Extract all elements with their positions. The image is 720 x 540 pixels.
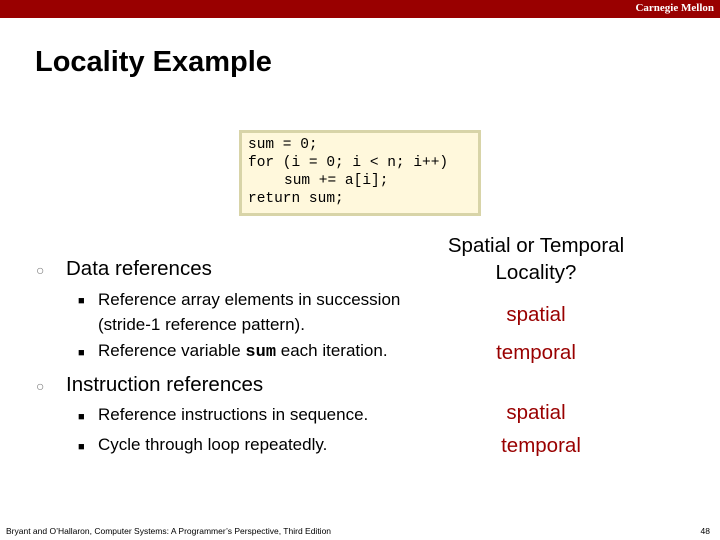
data-ref-sub1-line1: Reference array elements in succession [98,290,401,309]
square-bullet-icon: ■ [78,441,85,453]
circle-bullet-icon: ○ [36,262,45,278]
page-number: 48 [700,526,710,536]
code-box [239,130,481,216]
slide-title: Locality Example [35,46,272,78]
answer-temporal-1: temporal [496,341,576,364]
code-line-4: return sum; [248,191,344,207]
answer-spatial-2: spatial [506,401,566,424]
answer-temporal-2: temporal [501,434,581,457]
locality-question-heading [420,232,652,286]
instr-ref-sub1: Reference instructions in sequence. [98,405,369,424]
code-line-1: sum = 0; [248,137,318,153]
instruction-references-label: Instruction references [66,373,264,396]
circle-bullet-icon: ○ [36,378,45,394]
header-bar [0,0,720,18]
data-ref-sub2-post: each iteration. [276,341,388,360]
answer-spatial-1: spatial [506,303,566,326]
instr-ref-sub2: Cycle through loop repeatedly. [98,435,328,454]
heading-line-1: Spatial or Temporal [447,234,625,257]
square-bullet-icon: ■ [78,411,85,423]
data-ref-sub2 [98,341,388,362]
code-line-3: sum += a[i]; [284,173,389,189]
heading-line-2: Locality? [495,261,577,284]
code-line-2: for (i = 0; i < n; i++) [248,155,449,171]
square-bullet-icon: ■ [78,295,85,307]
data-references-label: Data references [66,257,212,280]
variable-sum-code: sum [245,343,277,362]
data-ref-sub2-pre: Reference variable [98,341,246,360]
data-ref-sub1-line2: (stride-1 reference pattern). [98,315,305,334]
brand-label: Carnegie Mellon [635,2,714,14]
footer-citation: Bryant and O’Hallaron, Computer Systems: A Programmer’s Perspective, Third Edition [6,526,332,536]
square-bullet-icon: ■ [78,347,85,359]
